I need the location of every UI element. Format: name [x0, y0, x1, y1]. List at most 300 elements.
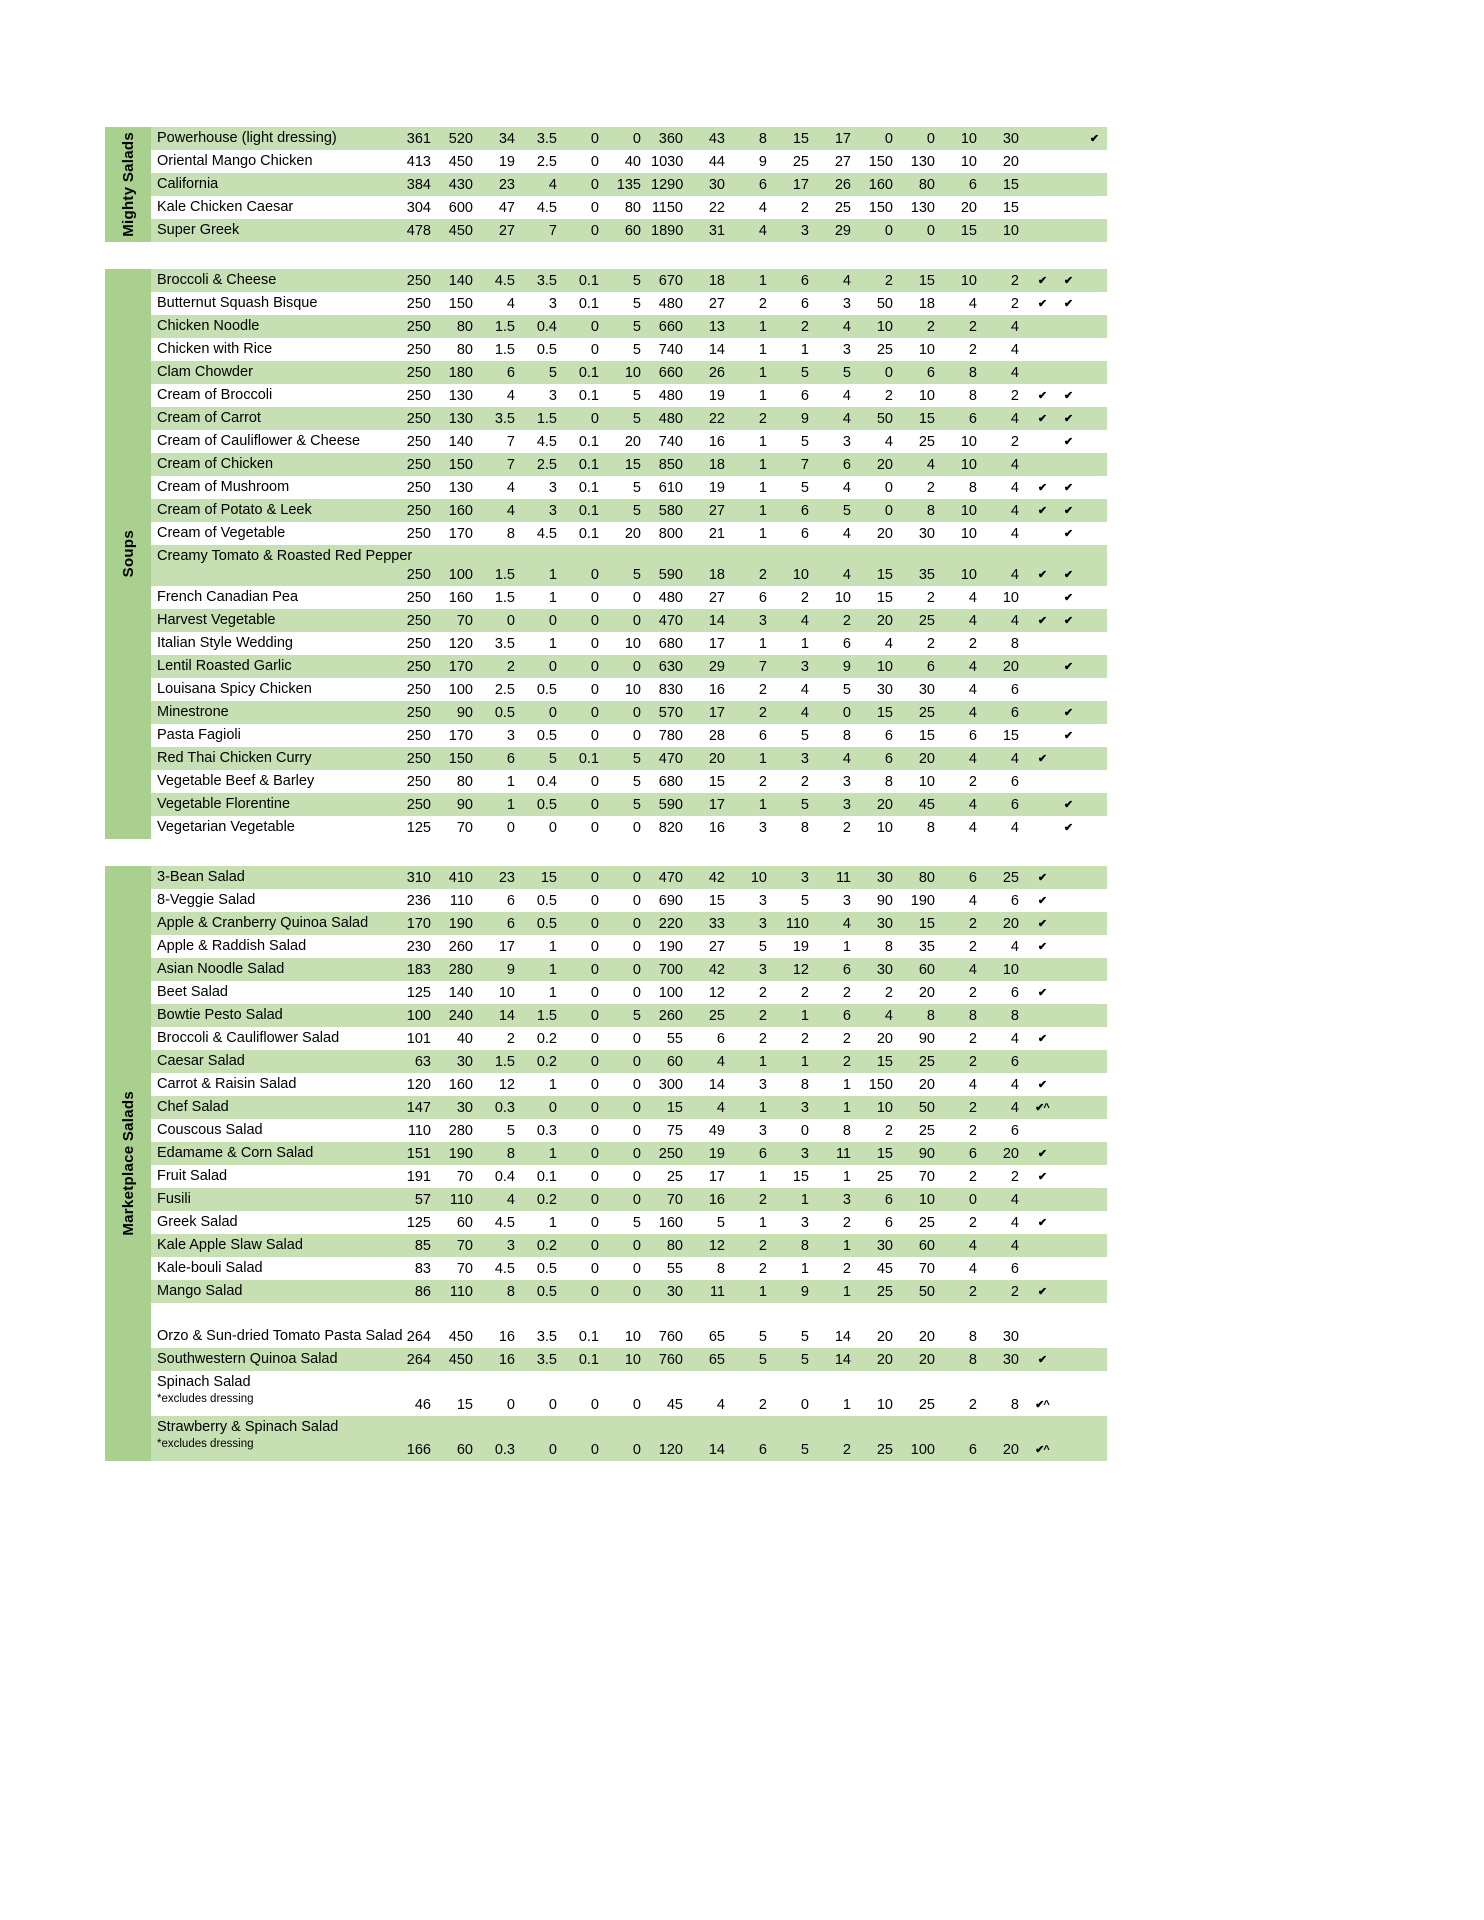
value-cell: 1: [548, 939, 557, 955]
value-cell: 27: [708, 939, 725, 955]
value-cell: 0: [632, 1284, 641, 1300]
value-cell: 250: [406, 273, 431, 289]
value-cell: 1: [842, 939, 851, 955]
value-cell: 80: [456, 774, 473, 790]
value-cell: 0: [590, 131, 599, 147]
value-cell: 30: [666, 1284, 683, 1300]
value-cell: 6: [842, 636, 851, 652]
value-cell: 8: [884, 774, 893, 790]
value-cell: 0: [590, 223, 599, 239]
nutrition-table: [105, 127, 1107, 1488]
value-cell: 0: [590, 1215, 599, 1231]
value-cell: 50: [876, 411, 893, 427]
value-cell: 11: [835, 1146, 851, 1162]
value-cell: 0: [842, 705, 851, 721]
table-row: [151, 1348, 1107, 1371]
checkmark-icon: ✔: [1063, 592, 1073, 604]
value-cell: 10: [960, 567, 977, 583]
value-cell: 0: [632, 1077, 641, 1093]
value-cell: 4: [1010, 1215, 1019, 1231]
value-cell: 0: [590, 636, 599, 652]
value-cell: 4: [926, 457, 935, 473]
value-cell: 60: [456, 1215, 473, 1231]
value-cell: 140: [448, 985, 473, 1001]
value-cell: 0: [590, 200, 599, 216]
table-row: [151, 292, 1107, 315]
value-cell: 6: [884, 728, 893, 744]
value-cell: 6: [968, 1442, 977, 1458]
value-cell: 250: [406, 411, 431, 427]
value-cell: 250: [406, 705, 431, 721]
value-cell: 304: [406, 200, 431, 216]
value-cell: 2: [968, 1169, 977, 1185]
value-cell: 2.5: [494, 682, 515, 698]
section-mighty-salads: [105, 127, 1107, 242]
value-cell: 0: [548, 613, 557, 629]
value-cell: 2: [968, 939, 977, 955]
section-label: Marketplace Salads: [119, 1091, 137, 1236]
table-row: [151, 770, 1107, 793]
value-cell: 45: [918, 797, 935, 813]
value-cell: 4: [1010, 411, 1019, 427]
value-cell: 0: [590, 1123, 599, 1139]
value-cell: 17: [792, 177, 809, 193]
value-cell: 5: [800, 797, 809, 813]
value-cell: 0: [590, 659, 599, 675]
value-cell: 5: [716, 1215, 725, 1231]
value-cell: 0: [632, 1146, 641, 1162]
value-cell: 3.5: [494, 411, 515, 427]
table-row: [151, 1416, 1107, 1461]
value-cell: 7: [758, 659, 767, 675]
value-cell: 0.1: [578, 503, 599, 519]
value-cell: 1: [506, 774, 515, 790]
value-cell: 1.5: [536, 1008, 557, 1024]
value-cell: 25: [918, 613, 935, 629]
table-row: [151, 196, 1107, 219]
value-cell: 101: [406, 1031, 431, 1047]
value-cell: 2: [1010, 1169, 1019, 1185]
row-name: Chicken Noodle: [157, 318, 260, 334]
value-cell: 1: [758, 526, 767, 542]
value-cell: 3.5: [536, 131, 557, 147]
value-cell: 480: [658, 411, 683, 427]
checkmark-icon: ✔: [1063, 298, 1073, 310]
value-cell: 450: [448, 1329, 473, 1345]
value-cell: 183: [406, 962, 431, 978]
value-cell: 4: [968, 962, 977, 978]
value-cell: 16: [498, 1329, 515, 1345]
value-cell: 6: [968, 870, 977, 886]
value-cell: 8: [968, 1329, 977, 1345]
value-cell: 30: [1002, 1352, 1019, 1368]
value-cell: 8: [1010, 636, 1019, 652]
table-row: [151, 1234, 1107, 1257]
value-cell: 590: [658, 797, 683, 813]
value-cell: 1.5: [494, 590, 515, 606]
value-cell: 4: [1010, 1077, 1019, 1093]
value-cell: 0.1: [578, 1352, 599, 1368]
value-cell: 110: [449, 1192, 473, 1208]
value-cell: 90: [456, 797, 473, 813]
value-cell: 1: [800, 342, 809, 358]
table-row: [151, 338, 1107, 361]
value-cell: 2: [842, 1054, 851, 1070]
row-name: Chef Salad: [157, 1099, 229, 1115]
value-cell: 0: [590, 1192, 599, 1208]
value-cell: 6: [800, 526, 809, 542]
row-name: 3-Bean Salad: [157, 869, 245, 885]
value-cell: 10: [960, 457, 977, 473]
value-cell: 2: [968, 1284, 977, 1300]
table-row: [151, 981, 1107, 1004]
value-cell: 30: [918, 682, 935, 698]
value-cell: 5: [548, 751, 557, 767]
value-cell: 1150: [651, 200, 683, 216]
value-cell: 75: [666, 1123, 683, 1139]
value-cell: 4: [800, 705, 809, 721]
value-cell: 18: [708, 457, 725, 473]
value-cell: 1: [548, 1215, 557, 1231]
value-cell: 5: [632, 296, 641, 312]
value-cell: 160: [868, 177, 893, 193]
value-cell: 8: [506, 526, 515, 542]
value-cell: 25: [918, 1397, 935, 1413]
value-cell: 2: [884, 1123, 893, 1139]
value-cell: 8: [800, 1238, 809, 1254]
value-cell: 27: [708, 503, 725, 519]
value-cell: 17: [708, 1169, 725, 1185]
checkmark-icon: ✔: [1037, 569, 1047, 581]
value-cell: 10: [960, 154, 977, 170]
value-cell: 5: [800, 1352, 809, 1368]
value-cell: 2: [968, 1215, 977, 1231]
value-cell: 3: [800, 870, 809, 886]
value-cell: 25: [918, 434, 935, 450]
value-cell: 0.1: [578, 388, 599, 404]
value-cell: 4: [1010, 365, 1019, 381]
value-cell: 2: [758, 985, 767, 1001]
value-cell: 0: [548, 820, 557, 836]
value-cell: 2: [758, 1008, 767, 1024]
value-cell: 30: [876, 870, 893, 886]
value-cell: 20: [876, 613, 893, 629]
value-cell: 63: [414, 1054, 431, 1070]
value-cell: 2: [758, 1397, 767, 1413]
value-cell: 5: [632, 751, 641, 767]
value-cell: 6: [842, 1008, 851, 1024]
value-cell: 150: [868, 1077, 893, 1093]
value-cell: 0: [590, 411, 599, 427]
value-cell: 3: [758, 1123, 767, 1139]
value-cell: 250: [406, 503, 431, 519]
value-cell: 18: [708, 567, 725, 583]
value-cell: 12: [498, 1077, 515, 1093]
value-cell: 1: [548, 962, 557, 978]
check-cell: [1081, 237, 1107, 242]
value-cell: 1030: [651, 154, 684, 170]
value-cell: 20: [918, 1329, 935, 1345]
value-cell: 0: [590, 1031, 599, 1047]
value-cell: 25: [834, 200, 851, 216]
value-cell: 50: [918, 1284, 935, 1300]
value-cell: 147: [406, 1100, 431, 1116]
value-cell: 15: [876, 705, 893, 721]
value-cell: 250: [406, 342, 431, 358]
check-cell: [1055, 237, 1081, 242]
value-cell: 20: [1002, 659, 1019, 675]
value-cell: 1: [758, 1215, 767, 1231]
section-label: Mighty Salads: [119, 132, 137, 237]
value-cell: 3: [548, 503, 557, 519]
value-cell: 6: [1010, 797, 1019, 813]
table-row: [151, 219, 1107, 242]
value-cell: 280: [448, 1123, 473, 1139]
value-cell: 5: [800, 480, 809, 496]
checkmark-icon: ✔: [1063, 661, 1073, 673]
value-cell: 20: [1002, 1442, 1019, 1458]
value-cell: 16: [708, 820, 725, 836]
value-cell: 3.5: [536, 1352, 557, 1368]
value-cell: 470: [658, 613, 683, 629]
value-cell: 30: [708, 177, 725, 193]
value-cell: 4: [842, 480, 851, 496]
value-cell: 2: [800, 1031, 809, 1047]
value-cell: 2: [968, 319, 977, 335]
value-cell: 6: [1010, 985, 1019, 1001]
value-cell: 1: [758, 503, 767, 519]
value-cell: 5: [632, 567, 641, 583]
table-row: [151, 747, 1107, 770]
value-cell: 10: [918, 1192, 935, 1208]
checkmark-icon: ✔: [1063, 569, 1073, 581]
value-cell: 0: [632, 1031, 641, 1047]
value-cell: 12: [792, 962, 809, 978]
value-cell: 0.4: [494, 1169, 515, 1185]
row-name: Broccoli & Cheese: [157, 272, 277, 288]
value-cell: 70: [456, 1169, 473, 1185]
row-name: Vegetarian Vegetable: [157, 819, 295, 835]
value-cell: 5: [842, 682, 851, 698]
value-cell: 4: [506, 1192, 515, 1208]
value-cell: 0.5: [536, 728, 557, 744]
row-name: Carrot & Raisin Salad: [157, 1076, 297, 1092]
table-row: [151, 1073, 1107, 1096]
value-cell: 0: [590, 797, 599, 813]
row-name: Vegetable Beef & Barley: [157, 773, 315, 789]
section-rows: [151, 127, 1107, 242]
value-cell: 5: [632, 1215, 641, 1231]
value-cell: 1: [758, 342, 767, 358]
value-cell: 0: [800, 1397, 809, 1413]
check-cell: [1081, 1456, 1107, 1461]
value-cell: 110: [449, 1284, 473, 1300]
value-cell: 250: [406, 567, 431, 583]
row-name: Cream of Vegetable: [157, 525, 286, 541]
value-cell: 2: [842, 985, 851, 1001]
value-cell: 20: [918, 985, 935, 1001]
value-cell: 15: [624, 457, 641, 473]
value-cell: 2: [1010, 388, 1019, 404]
value-cell: 15: [792, 131, 809, 147]
value-cell: 0: [590, 342, 599, 358]
value-cell: 7: [800, 457, 809, 473]
value-cell: 0: [590, 1008, 599, 1024]
table-row: [151, 545, 1107, 586]
value-cell: 780: [658, 728, 683, 744]
value-cell: 9: [506, 962, 515, 978]
table-row: [151, 793, 1107, 816]
value-cell: 0.5: [536, 342, 557, 358]
value-cell: 4: [758, 223, 767, 239]
value-cell: 800: [658, 526, 683, 542]
value-cell: 8: [800, 820, 809, 836]
value-cell: 0: [632, 893, 641, 909]
value-cell: 17: [834, 131, 851, 147]
value-cell: 4.5: [494, 273, 515, 289]
value-cell: 8: [968, 480, 977, 496]
value-cell: 25: [876, 1169, 893, 1185]
value-cell: 6: [1010, 1054, 1019, 1070]
value-cell: 15: [708, 774, 725, 790]
value-cell: 57: [414, 1192, 431, 1208]
table-row: [151, 1188, 1107, 1211]
row-name: Cream of Chicken: [157, 456, 274, 472]
value-cell: 125: [406, 1215, 431, 1231]
value-cell: 0: [590, 985, 599, 1001]
value-cell: 2: [1010, 1284, 1019, 1300]
value-cell: 4: [1010, 1238, 1019, 1254]
value-cell: 2: [1010, 434, 1019, 450]
value-cell: 2: [1010, 296, 1019, 312]
value-cell: 8: [968, 1352, 977, 1368]
value-cell: 0: [590, 1100, 599, 1116]
value-cell: 15: [876, 1146, 893, 1162]
value-cell: 1: [842, 1077, 851, 1093]
checkmark-icon: ✔^: [1035, 1102, 1049, 1114]
value-cell: 450: [448, 154, 473, 170]
value-cell: 2: [758, 411, 767, 427]
row-note: *excludes dressing: [157, 1392, 254, 1405]
value-cell: 2: [926, 590, 935, 606]
value-cell: 10: [876, 659, 893, 675]
value-cell: 0: [632, 820, 641, 836]
value-cell: 190: [448, 1146, 473, 1162]
value-cell: 0.3: [494, 1442, 515, 1458]
value-cell: 3.5: [536, 1329, 557, 1345]
value-cell: 191: [406, 1169, 431, 1185]
value-cell: 4: [1010, 939, 1019, 955]
value-cell: 0: [590, 962, 599, 978]
value-cell: 2: [884, 388, 893, 404]
row-name: Apple & Cranberry Quinoa Salad: [157, 915, 369, 931]
value-cell: 43: [708, 131, 725, 147]
value-cell: 3: [800, 659, 809, 675]
value-cell: 0: [800, 1123, 809, 1139]
table-row: [151, 678, 1107, 701]
value-cell: 0: [632, 659, 641, 675]
row-name: Super Greek: [157, 222, 240, 238]
value-cell: 150: [868, 154, 893, 170]
row-name: Red Thai Chicken Curry: [157, 750, 312, 766]
row-name: Cream of Carrot: [157, 410, 261, 426]
value-cell: 10: [624, 365, 641, 381]
value-cell: 20: [1002, 154, 1019, 170]
value-cell: 70: [666, 1192, 683, 1208]
value-cell: 6: [1010, 1123, 1019, 1139]
value-cell: 2: [842, 1031, 851, 1047]
value-cell: 25: [918, 1054, 935, 1070]
row-name: Vegetable Florentine: [157, 796, 291, 812]
value-cell: 23: [498, 177, 515, 193]
value-cell: 3: [548, 480, 557, 496]
value-cell: 7: [548, 223, 557, 239]
value-cell: 4: [1010, 751, 1019, 767]
value-cell: 17: [708, 797, 725, 813]
table-row: [151, 701, 1107, 724]
value-cell: 3: [842, 342, 851, 358]
value-cell: 25: [666, 1169, 683, 1185]
value-cell: 6: [506, 751, 515, 767]
table-row: [151, 1280, 1107, 1303]
value-cell: 25: [876, 342, 893, 358]
value-cell: 90: [918, 1146, 935, 1162]
value-cell: 8: [758, 131, 767, 147]
value-cell: 160: [448, 503, 473, 519]
value-cell: 3: [548, 296, 557, 312]
value-cell: 0: [590, 177, 599, 193]
value-cell: 0: [590, 1146, 599, 1162]
value-cell: 0: [926, 223, 935, 239]
value-cell: 264: [406, 1329, 431, 1345]
value-cell: 20: [708, 751, 725, 767]
value-cell: 520: [448, 131, 473, 147]
value-cell: 2: [1010, 273, 1019, 289]
value-cell: 1: [758, 457, 767, 473]
value-cell: 27: [708, 590, 725, 606]
value-cell: 1: [842, 1284, 851, 1300]
value-cell: 8: [1010, 1008, 1019, 1024]
value-cell: 18: [708, 273, 725, 289]
value-cell: 80: [624, 200, 641, 216]
value-cell: 90: [918, 1031, 935, 1047]
value-cell: 1: [842, 1100, 851, 1116]
value-cell: 361: [406, 131, 431, 147]
value-cell: 11: [835, 870, 851, 886]
value-cell: 50: [918, 1100, 935, 1116]
value-cell: 4: [842, 388, 851, 404]
value-cell: 100: [658, 985, 683, 1001]
value-cell: 9: [800, 411, 809, 427]
value-cell: 8: [884, 939, 893, 955]
value-cell: 160: [658, 1215, 683, 1231]
table-row: [151, 912, 1107, 935]
value-cell: 3.5: [536, 273, 557, 289]
value-cell: 4.5: [536, 200, 557, 216]
value-cell: 20: [876, 1031, 893, 1047]
section-label: Soups: [119, 530, 137, 578]
value-cell: 6: [758, 1442, 767, 1458]
value-cell: 3: [758, 916, 767, 932]
checkmark-icon: ✔: [1037, 482, 1047, 494]
value-cell: 31: [708, 223, 725, 239]
value-cell: 1: [758, 480, 767, 496]
value-cell: 49: [708, 1123, 725, 1139]
value-cell: 0: [590, 567, 599, 583]
value-cell: 3: [506, 728, 515, 744]
table-row: [151, 499, 1107, 522]
value-cell: 25: [708, 1008, 725, 1024]
